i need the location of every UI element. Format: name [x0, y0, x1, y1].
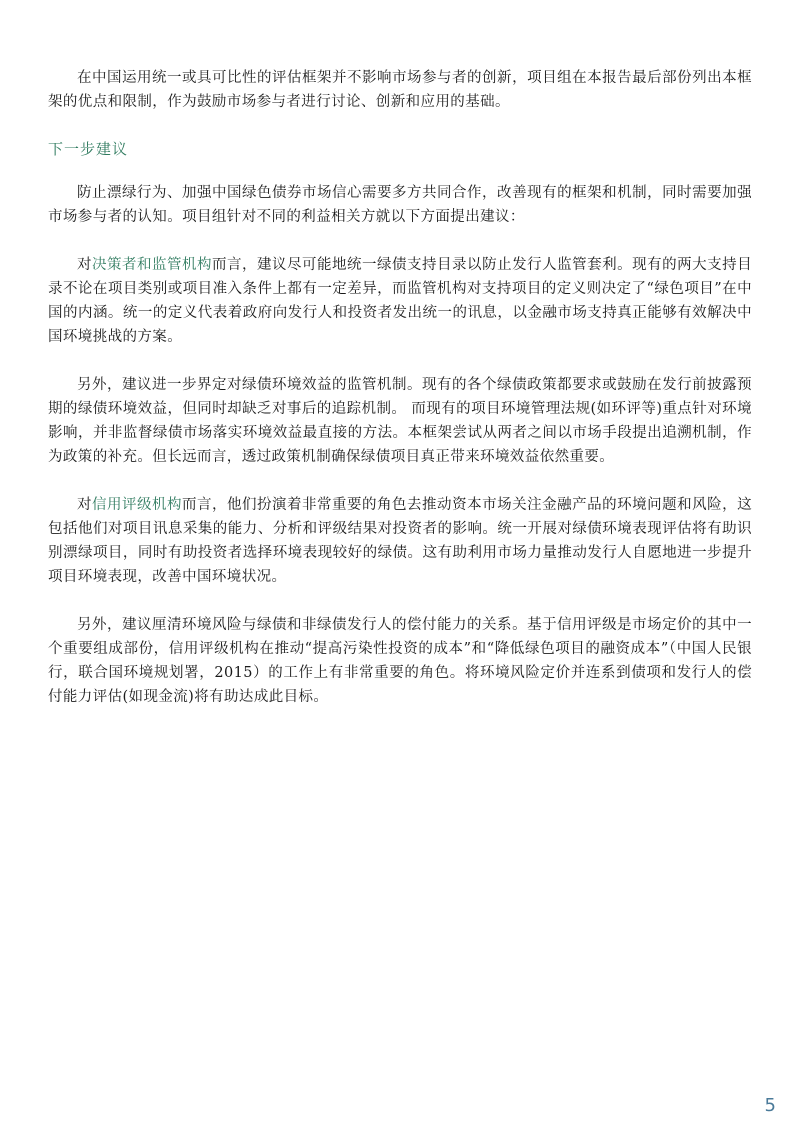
paragraph-body: 而言，建议尽可能地统一绿债支持目录以防止发行人监管套利。现有的两大支持目录不论在项目类别或项目准入条件上都有一定差异，而监管机构对支持项目的定义则决定了“绿色项目”在中国的内涵。统一的定义代表着政府向发行人和投资者发出统一的讯息，以金融市场支持真正能够有效解决中国环境挑战的方案。	[48, 257, 752, 345]
paragraph-policymakers	[48, 253, 752, 349]
paragraph-environmental-risk: 另外，建议厘清环境风险与绿债和非绿债发行人的偿付能力的关系。基于信用评级是市场定价的其中一个重要组成部份，信用评级机构在推动“提高污染性投资的成本”和“降低绿色项目的融资成本”（中国人民银行，联合国环境规划署，2015）的工作上有非常重要的角色。将环境风险定价并连系到债项和发行人的偿付能力评估(如现金流)将有助达成此目标。	[48, 617, 752, 705]
section-heading-next-steps: 下一步建议	[48, 140, 129, 158]
paragraph-recommendations-intro: 防止漂绿行为、加强中国绿色债券市场信心需要多方共同合作，改善现有的框架和机制，同时需要加强市场参与者的认知。项目组针对不同的利益相关方就以下方面提出建议：	[48, 185, 752, 225]
paragraph-framework-innovation: 在中国运用统一或具可比性的评估框架并不影响市场参与者的创新，项目组在本报告最后部份列出本框架的优点和限制，作为鼓励市场参与者进行讨论、创新和应用的基础。	[48, 70, 752, 110]
document-page	[48, 66, 752, 733]
paragraph-supervision-mechanism: 另外，建议进一步界定对绿债环境效益的监管机制。现有的各个绿债政策都要求或鼓励在发行前披露预期的绿债环境效益，但同时却缺乏对事后的追踪机制。 而现有的项目环境管理法规(如环评等)重点针对环境影响，并非监督绿债市场落实环境效益最直接的方法。本框架尝试从两者之间以市场手段提出追溯机制，作为政策的补充。但长远而言，透过政策机制确保绿债项目真正带来环境效益依然重要。	[48, 377, 752, 465]
page-number: 5	[764, 1095, 776, 1116]
paragraph-body: 而言，他们扮演着非常重要的角色去推动资本市场关注金融产品的环境问题和风险，这包括他们对项目讯息采集的能力、分析和评级结果对投资者的影响。统一开展对绿债环境表现评估将有助识别漂绿项目，同时有助投资者选择环境表现较好的绿债。这有助利用市场力量推动发行人自愿地进一步提升项目环境表现，改善中国环境状况。	[48, 497, 752, 585]
highlight-policymakers: 决策者和监管机构	[92, 257, 213, 273]
paragraph-prefix: 对	[77, 257, 93, 273]
paragraph-rating-agencies	[48, 493, 752, 589]
highlight-rating-agencies: 信用评级机构	[92, 497, 183, 513]
paragraph-prefix: 对	[77, 497, 93, 513]
